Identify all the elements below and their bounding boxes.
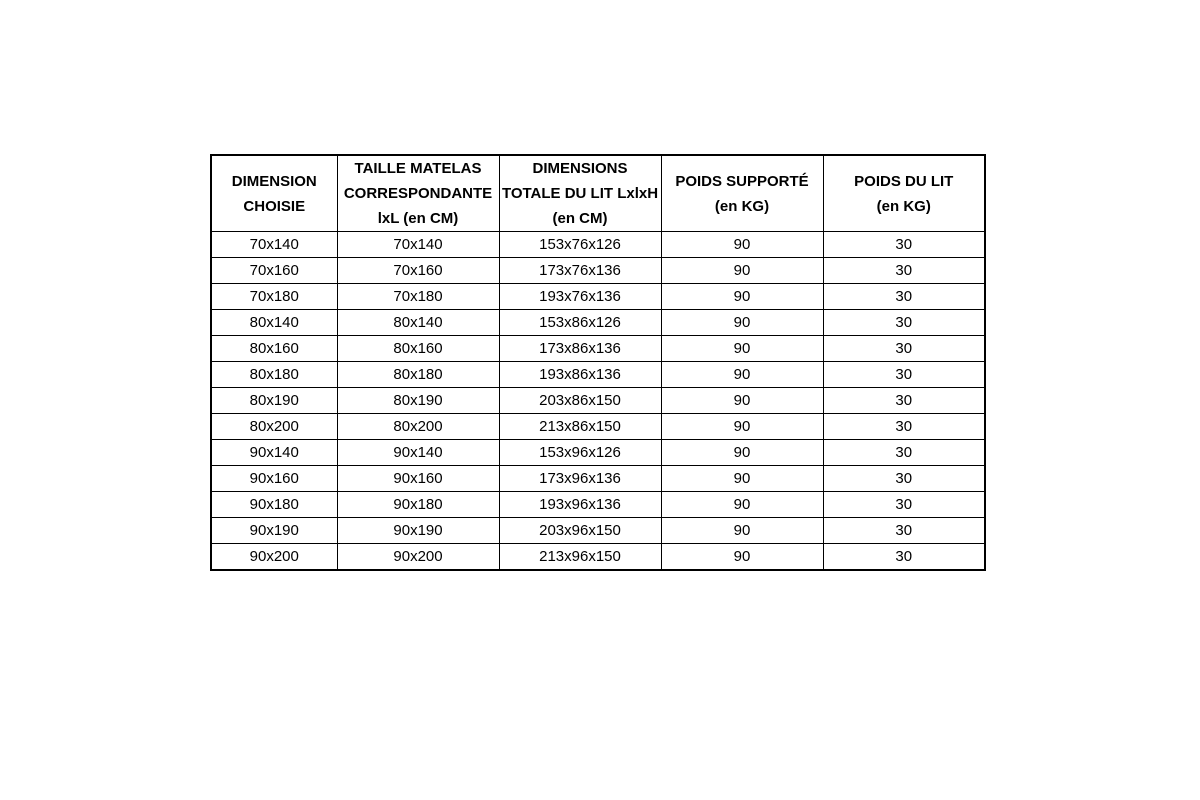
cell-poids-supporte: 90 [661, 518, 823, 544]
cell-matelas: 80x190 [337, 388, 499, 414]
table-row [211, 258, 985, 284]
cell-poids-lit: 30 [823, 466, 985, 492]
header-dimensions-totale [499, 155, 661, 232]
header-line: (en KG) [876, 197, 931, 215]
cell-poids-supporte: 90 [661, 414, 823, 440]
cell-dimensions-totale: 203x86x150 [499, 388, 661, 414]
table-row [211, 362, 985, 388]
cell-dimension: 80x160 [211, 336, 337, 362]
table-row [211, 232, 985, 258]
cell-dimension: 80x180 [211, 362, 337, 388]
cell-poids-lit: 30 [823, 544, 985, 571]
table-row [211, 310, 985, 336]
header-line: DIMENSIONS [532, 160, 628, 177]
cell-dimension: 80x200 [211, 414, 337, 440]
cell-poids-lit: 30 [823, 492, 985, 518]
spec-table-container [210, 154, 986, 571]
cell-matelas: 80x140 [337, 310, 499, 336]
table-row [211, 492, 985, 518]
header-line: (en CM) [552, 210, 608, 227]
cell-dimension: 90x200 [211, 544, 337, 571]
header-dimension-choisie [211, 155, 337, 232]
cell-dimensions-totale: 213x96x150 [499, 544, 661, 571]
header-poids-supporte [661, 155, 823, 232]
cell-poids-supporte: 90 [661, 466, 823, 492]
cell-dimension: 70x160 [211, 258, 337, 284]
cell-dimension: 90x180 [211, 492, 337, 518]
header-poids-du-lit [823, 155, 985, 232]
cell-poids-lit: 30 [823, 258, 985, 284]
header-line: CHOISIE [243, 197, 306, 215]
table-row [211, 518, 985, 544]
cell-matelas: 80x180 [337, 362, 499, 388]
table-row [211, 544, 985, 571]
cell-poids-lit: 30 [823, 440, 985, 466]
table-row [211, 284, 985, 310]
table-row [211, 466, 985, 492]
cell-dimensions-totale: 173x76x136 [499, 258, 661, 284]
cell-poids-supporte: 90 [661, 544, 823, 571]
cell-dimension: 90x140 [211, 440, 337, 466]
cell-dimension: 90x190 [211, 518, 337, 544]
cell-dimension: 70x180 [211, 284, 337, 310]
cell-matelas: 90x140 [337, 440, 499, 466]
cell-poids-supporte: 90 [661, 440, 823, 466]
cell-poids-supporte: 90 [661, 310, 823, 336]
cell-matelas: 80x160 [337, 336, 499, 362]
cell-dimension: 90x160 [211, 466, 337, 492]
cell-matelas: 90x180 [337, 492, 499, 518]
cell-dimensions-totale: 153x86x126 [499, 310, 661, 336]
cell-poids-supporte: 90 [661, 258, 823, 284]
header-line: (en KG) [714, 197, 770, 215]
cell-poids-lit: 30 [823, 232, 985, 258]
cell-matelas: 90x200 [337, 544, 499, 571]
cell-poids-lit: 30 [823, 310, 985, 336]
header-line: TAILLE MATELAS [354, 160, 482, 177]
cell-poids-lit: 30 [823, 362, 985, 388]
header-line: CORRESPONDANTE [343, 185, 493, 202]
cell-poids-lit: 30 [823, 414, 985, 440]
cell-matelas: 70x180 [337, 284, 499, 310]
table-row [211, 336, 985, 362]
cell-matelas: 70x140 [337, 232, 499, 258]
cell-poids-supporte: 90 [661, 284, 823, 310]
cell-dimensions-totale: 173x86x136 [499, 336, 661, 362]
cell-poids-lit: 30 [823, 284, 985, 310]
bed-dimensions-table [210, 154, 986, 571]
table-header-row [211, 155, 985, 232]
cell-dimension: 70x140 [211, 232, 337, 258]
cell-matelas: 90x190 [337, 518, 499, 544]
cell-dimensions-totale: 173x96x136 [499, 466, 661, 492]
table-row [211, 414, 985, 440]
cell-dimensions-totale: 213x86x150 [499, 414, 661, 440]
cell-dimension: 80x140 [211, 310, 337, 336]
table-row [211, 440, 985, 466]
cell-poids-lit: 30 [823, 388, 985, 414]
cell-poids-supporte: 90 [661, 492, 823, 518]
cell-poids-lit: 30 [823, 518, 985, 544]
header-line: TOTALE DU LIT LxlxH [501, 185, 659, 202]
cell-dimensions-totale: 153x96x126 [499, 440, 661, 466]
table-row [211, 388, 985, 414]
cell-poids-supporte: 90 [661, 388, 823, 414]
cell-poids-supporte: 90 [661, 362, 823, 388]
cell-matelas: 70x160 [337, 258, 499, 284]
header-line: DIMENSION [231, 172, 317, 190]
cell-dimensions-totale: 193x86x136 [499, 362, 661, 388]
cell-dimensions-totale: 203x96x150 [499, 518, 661, 544]
header-line: POIDS DU LIT [854, 172, 954, 190]
cell-dimensions-totale: 193x96x136 [499, 492, 661, 518]
cell-matelas: 90x160 [337, 466, 499, 492]
header-taille-matelas [337, 155, 499, 232]
cell-poids-lit: 30 [823, 336, 985, 362]
cell-dimensions-totale: 153x76x126 [499, 232, 661, 258]
header-line: POIDS SUPPORTÉ [675, 172, 809, 190]
cell-poids-supporte: 90 [661, 232, 823, 258]
header-line: lxL (en CM) [377, 210, 459, 227]
cell-dimensions-totale: 193x76x136 [499, 284, 661, 310]
cell-poids-supporte: 90 [661, 336, 823, 362]
cell-matelas: 80x200 [337, 414, 499, 440]
cell-dimension: 80x190 [211, 388, 337, 414]
